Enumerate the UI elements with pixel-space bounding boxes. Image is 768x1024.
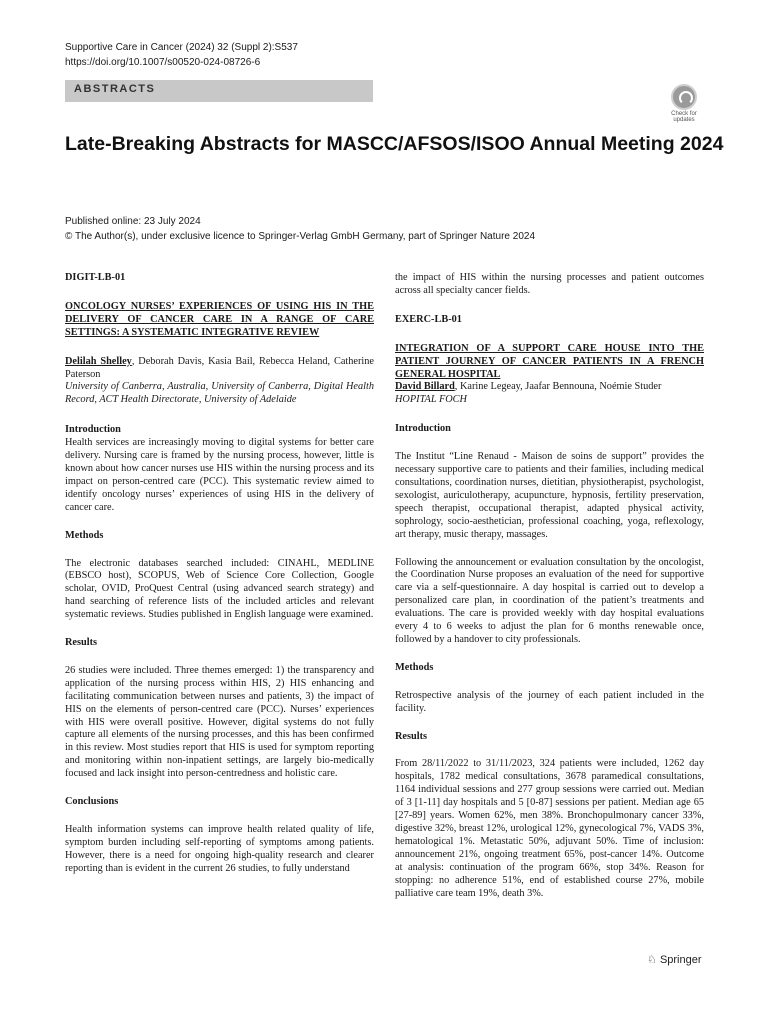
abstract1-intro: Health services are increasingly moving to digital systems for better care delivery. Nursing care is framed by the nursing process, however, little is known about how cancer nurses use HIS within the nursing process and its impact on person-centred care (PCC). This systematic review aimed to identify oncology nurses’ experiences of using HIS in the delivery of cancer care. [65,437,374,513]
abstract2-methods-heading: Methods [395,661,434,673]
publisher-logo [647,953,702,966]
abstract1-id: DIGIT-LB-01 [65,272,126,283]
abstract1-coauthors: , Deborah Davis, Kasia Bail, Rebecca Heland, Catherine Paterson [65,355,374,380]
abstract2-authors [395,381,704,394]
abstract2-presenter: David Billard [395,381,455,393]
left-column [65,272,374,876]
abstract1-conclusions: Health information systems can improve health related quality of life, symptom burden including self-reporting of symptoms among patients. However, there is a need for ongoing high-quality research and clearer reporting than is evident in the current 26 studies, to fully understand [65,824,374,874]
abstract1-methods-heading: Methods [65,529,104,541]
abstract2-affiliation: HOPITAL FOCH [395,394,467,406]
section-banner [65,80,373,102]
doi-link[interactable]: https://doi.org/10.1007/s00520-024-08726-6 [65,57,261,68]
abstract1-affiliations: University of Canberra, Australia, University of Canberra, Digital Health Record, ACT Health Directorate, University of Adelaide [65,381,374,406]
abstract1-results: 26 studies were included. Three themes emerged: 1) the transparency and application of the nursing process within HIS, 2) HIS enhancing and facilitating communication between nurses and patients, 3) the impact of HIS on the elements of person-centred care (PCC). Nurses’ experiences with HIS were overall positive. However, digital systems do not fully capture all elements of the nursing processes, and this has been confirmed in this review. Most studies report that HIS is used for symptom reporting and monitoring within non-inpatient settings, are largely bio-medically focused and lack insight into person-centredness and holistic care. [65,664,374,780]
abstract2-results-heading: Results [395,730,428,742]
abstract1-authors [65,356,374,382]
abstract1-title: ONCOLOGY NURSES’ EXPERIENCES OF USING HIS IN THE DELIVERY OF CANCER CARE IN A RANGE OF CARE SETTINGS: A SYSTEMATIC INTEGRATIVE REVIEW [65,300,374,338]
journal-line: Supportive Care in Cancer (2024) 32 (Suppl 2):S537 [65,42,298,53]
journal-citation [65,40,298,70]
right-column [395,272,704,900]
abstract2-id: EXERC-LB-01 [395,313,462,325]
abstract2-intro-p2: Following the announcement or evaluation consultation by the oncologist, the Coordination Nurse proposes an evaluation of the need for supportive care via a self-questionnaire. A day hospital is carried out to develop a personalized care plan, in coordination of the patient’s treatments and evaluations. The care is provided weekly with day hospital evaluations every 4 to 6 weeks to adjust the plan for 6 months renewable once, followed by a handover to city professionals. [395,556,704,645]
abstract2-methods: Retrospective analysis of the journey of each patient included in the facility. [395,689,704,714]
abstract2-intro-heading: Introduction [395,423,451,435]
abstract2-title: INTEGRATION OF A SUPPORT CARE HOUSE INTO THE PATIENT JOURNEY OF CANCER PATIENTS IN A FRENCH GENERAL HOSPITAL [395,342,704,380]
abstract2-coauthors: , Karine Legeay, Jaafar Bennouna, Noémie Studer [454,381,662,393]
section-label: ABSTRACTS [74,83,156,95]
abstract1-methods: The electronic databases searched included: CINAHL, MEDLINE (EBSCO host), SCOPUS, Web of Science Core Collection, Google scholar, OVID, ProQuest Central (using advanced search strategy) and hand searching of reference lists of the included articles and relevant systematic reviews. Studies published in English language were examined. [65,557,374,621]
springer-horse-icon: ♘ [647,954,657,966]
publication-info [65,214,535,244]
abstract1-conclusions-heading: Conclusions [65,796,119,808]
abstract1-presenter: Delilah Shelley [65,355,132,367]
publisher-name: Springer [659,954,702,966]
abstract2-intro-p1: The Institut “Line Renaud - Maison de soins de support” provides the necessary supportive care to patients and their families, including medical consultations, coordination nurses, dietitian, physiotherapist, psychologist, sexologist, auriculotherapy, acupuncture, hypnosis, fertility preservation, speech therapist, occupational therapist, adapted physical activity, sophrology, socio-aesthetician, professional coaching, yoga, reflexology, art therapy, music therapy, massages. [395,451,704,540]
abstract2-results: From 28/11/2022 to 31/11/2023, 324 patients were included, 1262 day hospitals, 1782 medical consultations, 3678 paramedical consultations, 1164 individual sessions and 277 group sessions were carried out. Median of 3 [1-11] day hospitals and 5 [0-87] sessions per patient. Median age 65 [27-89] years. Women 62%, men 38%. Bronchopulmonary cancer 33%, digestive 32%, breast 12%, urological 12%, gynecological 7%, VADS 3%, hematological 1%. Metastatic 50%, adjuvant 50%. Time of inclusion: announcement 21%, ongoing treatment 65%, post-cancer 14%. Outcome at analysis: continuation of the program 66%, stop 34%. Reason for stopping: no adherence 51%, end of established course 27%, mobile palliative care team 19%, death 3%. [395,758,704,899]
abstract1-intro-heading: Introduction [65,424,121,436]
page-title: Late-Breaking Abstracts for MASCC/AFSOS/ISOO Annual Meeting 2024 [65,133,724,155]
abstract1-results-heading: Results [65,637,98,649]
check-updates-label: Check for updates [671,111,697,123]
abstract1-continuation: the impact of HIS within the nursing processes and patient outcomes across all specialty cancer fields. [395,272,704,296]
published-date: Published online: 23 July 2024 [65,216,201,227]
check-for-updates-badge[interactable] [664,84,704,124]
copyright-line: © The Author(s), under exclusive licence to Springer-Verlag GmbH Germany, part of Springer Nature 2024 [65,231,535,242]
check-updates-icon [671,84,697,110]
